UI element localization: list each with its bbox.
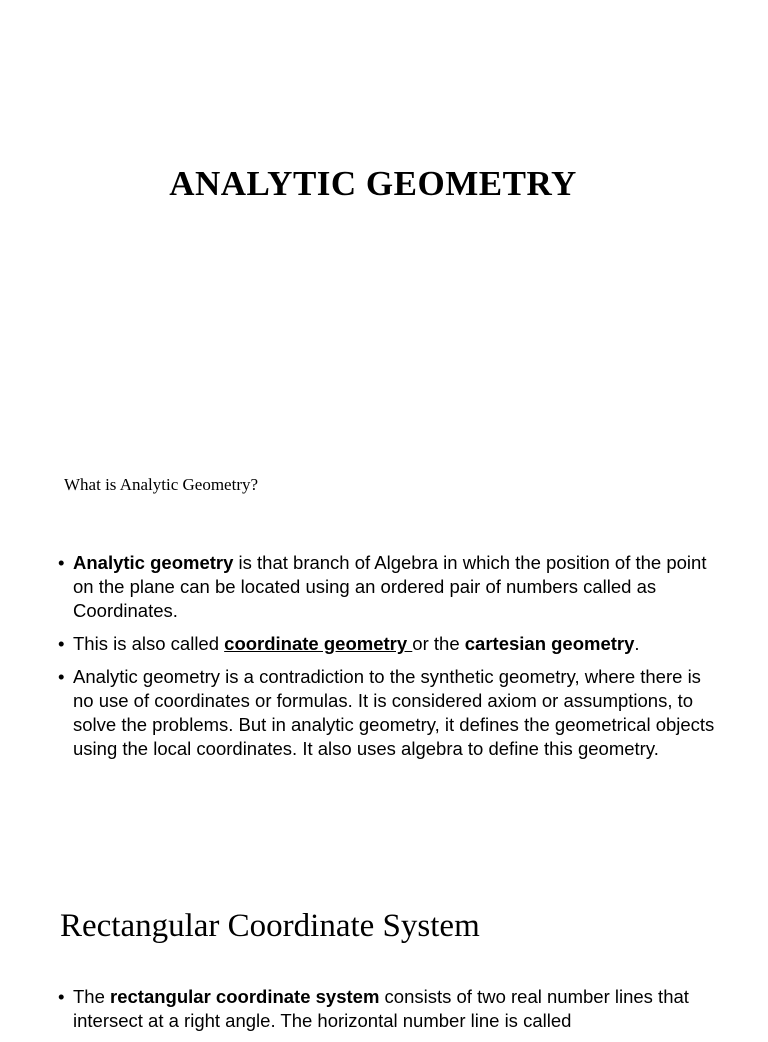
bullet-text: is that branch of Algebra in which the position of the point on the plane can be located using an ordered pair of numbers called as Coordinates. xyxy=(73,552,707,621)
list-item xyxy=(58,985,718,1033)
bold-term: Analytic geometry xyxy=(73,552,234,573)
list-item xyxy=(58,551,718,623)
bullet-text: This is also called xyxy=(73,633,225,654)
bullet-text: or the xyxy=(412,633,465,654)
bold-underlined-term: coordinate geometry xyxy=(224,633,413,654)
definition-list xyxy=(58,551,718,770)
list-item xyxy=(58,665,718,761)
page-title: ANALYTIC GEOMETRY xyxy=(169,164,577,203)
list-item xyxy=(58,632,718,656)
bullet-text: Analytic geometry is a contradiction to the synthetic geometry, where there is no use of coordinates or formulas. It is considered axiom or assumptions, to solve the problems. But in analytic geometry, it defines the geometrical objects using the local coordinates. It also uses algebra to define this geometry. xyxy=(73,666,715,759)
bold-term: cartesian geometry xyxy=(464,633,635,654)
bullet-text: . xyxy=(634,633,640,654)
subtitle: What is Analytic Geometry? xyxy=(64,475,259,494)
bullet-text: The xyxy=(73,986,111,1007)
bold-term: rectangular coordinate system xyxy=(110,986,380,1007)
bullet-text: consists of two real number lines that intersect at a right angle. The horizontal number line is called xyxy=(73,986,689,1031)
section-title: Rectangular Coordinate System xyxy=(60,908,480,944)
section-list xyxy=(58,985,718,1042)
